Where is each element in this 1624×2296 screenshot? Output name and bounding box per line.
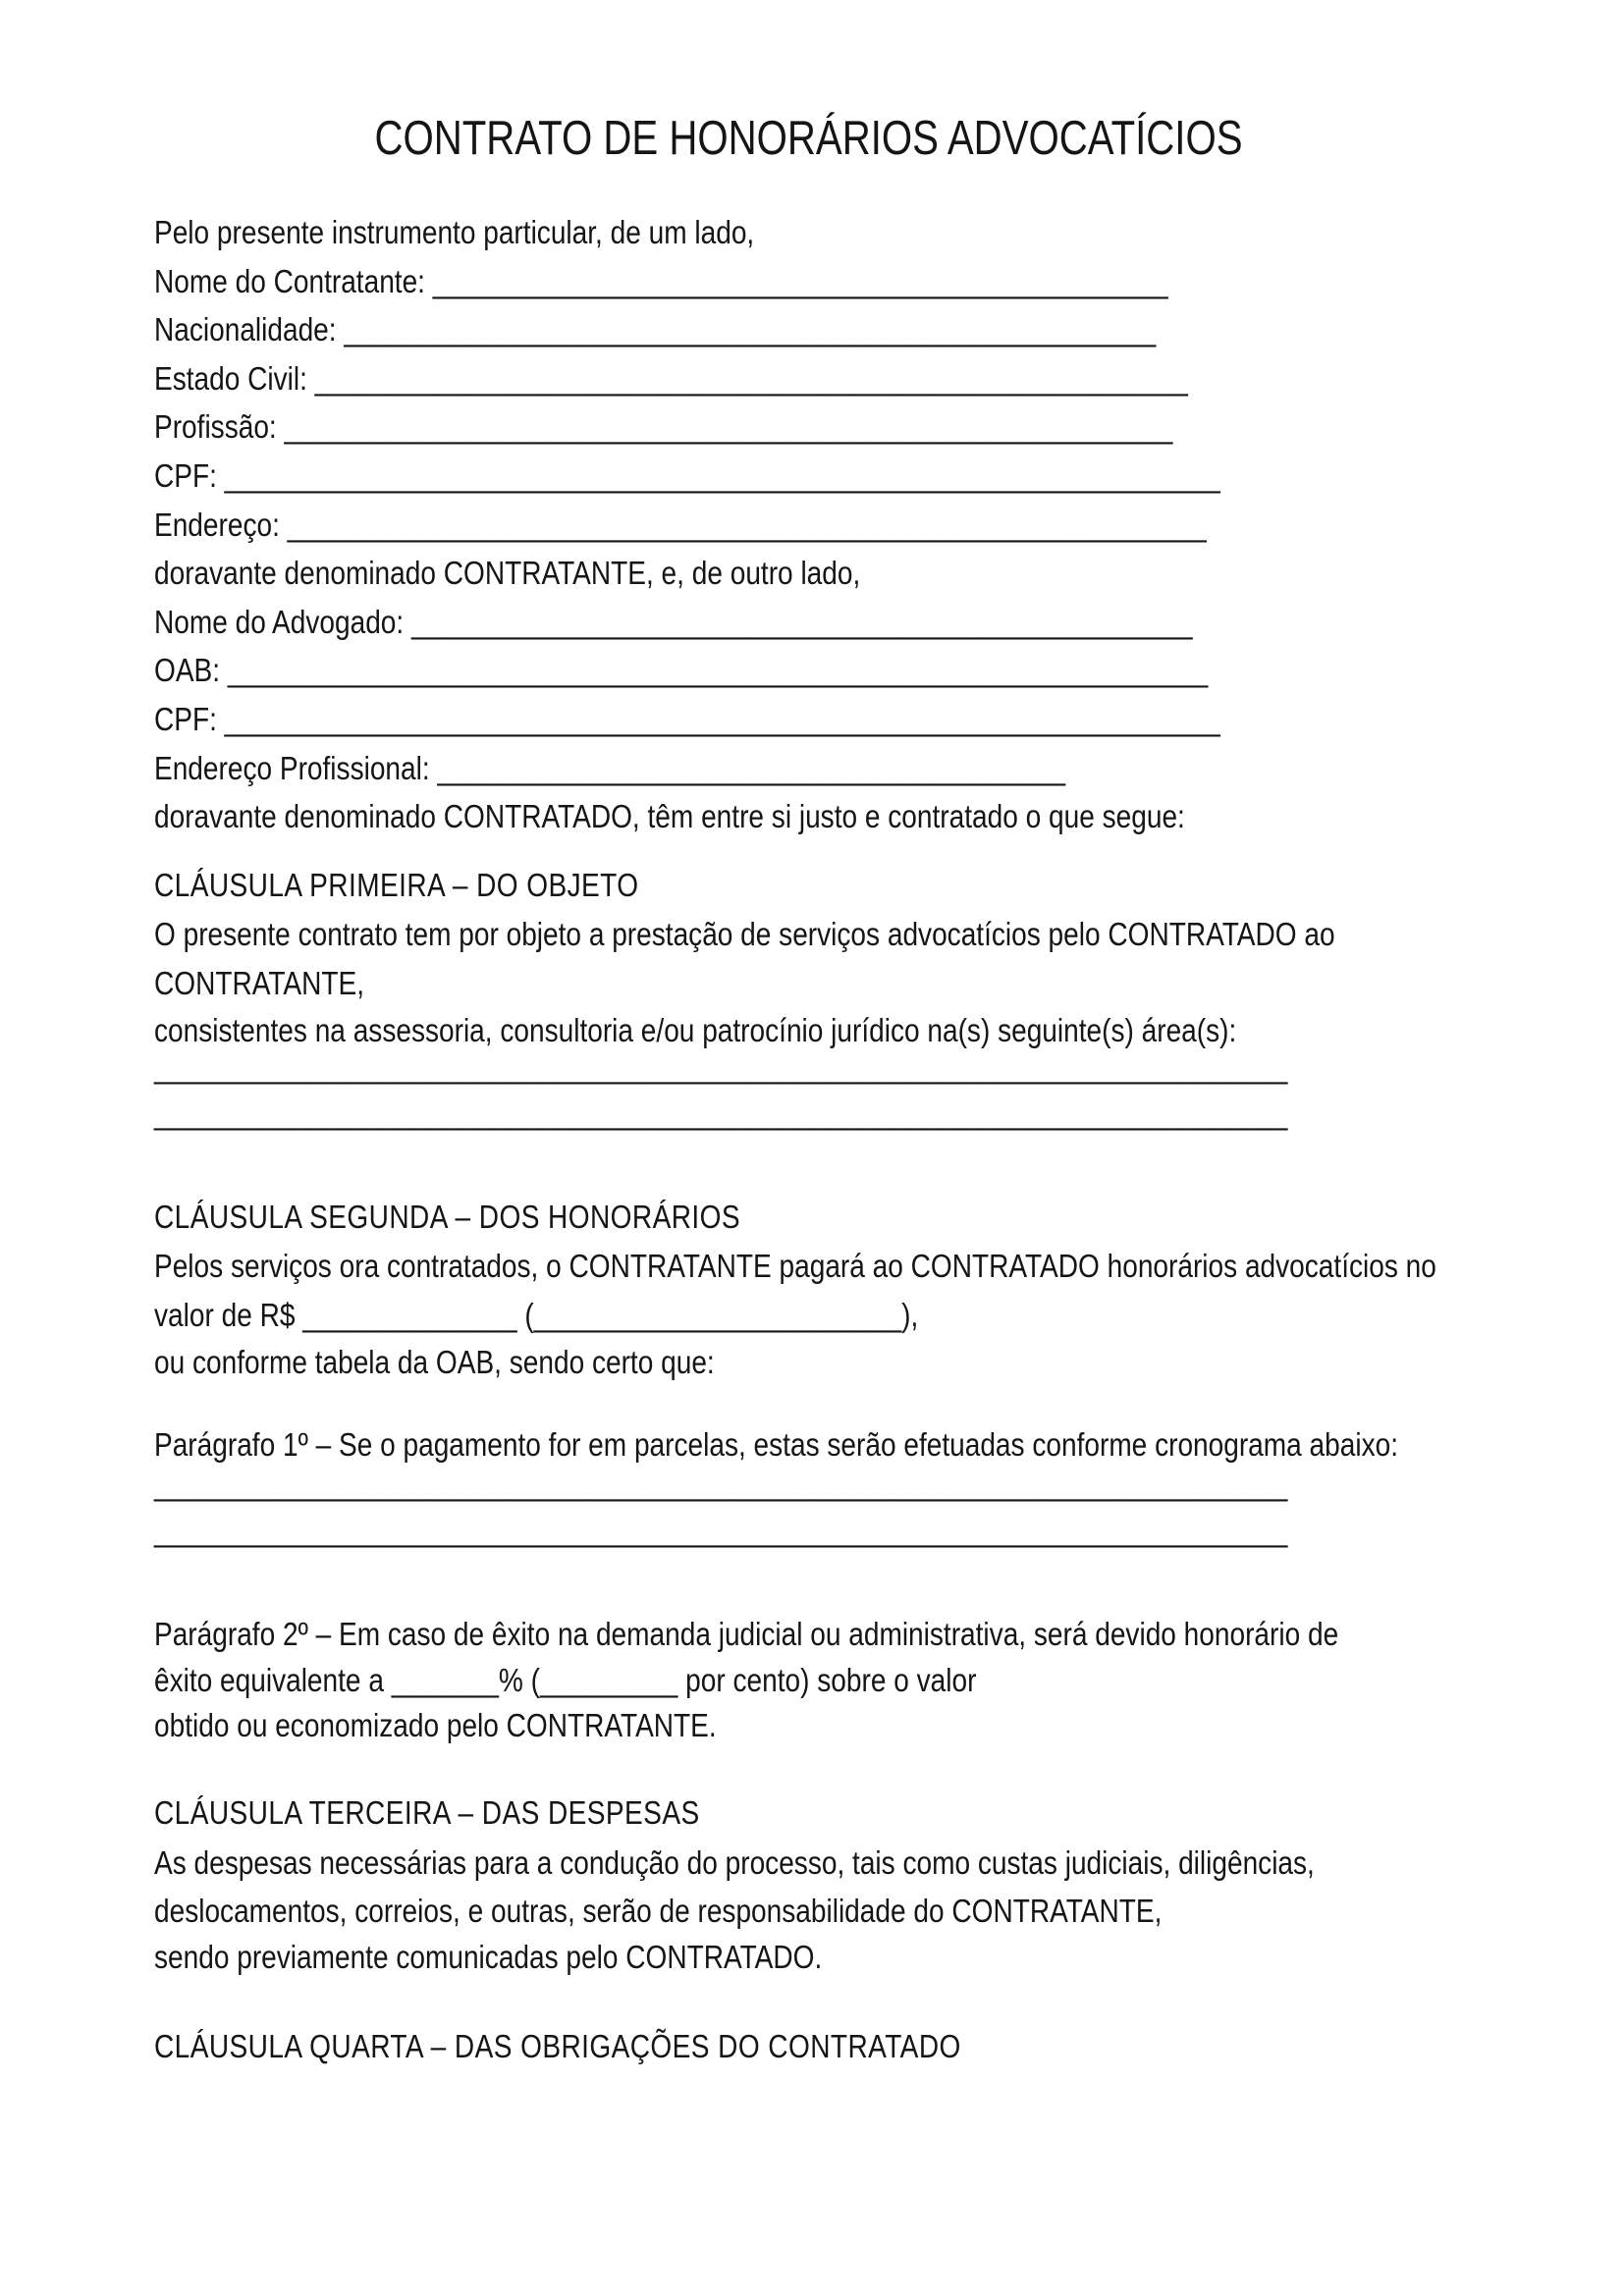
- form-field-line: êxito equivalente a _______% (_________ por cento) sobre o valor: [154, 1662, 977, 1698]
- clause-heading: CLÁUSULA TERCEIRA – DAS DESPESAS: [154, 1794, 700, 1831]
- paragraph-line: As despesas necessárias para a condução do processo, tais como custas judiciais, diligências,: [154, 1844, 1315, 1881]
- blank-fill-line: __________________________________________________________________________: [154, 1095, 1288, 1131]
- paragraph-line: O presente contrato tem por objeto a prestação de serviços advocatícios pelo CONTRATADO ao: [154, 916, 1335, 952]
- form-field-line: Estado Civil: _________________________________________________________: [154, 360, 1188, 397]
- form-field-line: Nome do Advogado: ___________________________________________________: [154, 604, 1193, 640]
- clause-heading: CLÁUSULA PRIMEIRA – DO OBJETO: [154, 867, 639, 903]
- paragraph-line: Parágrafo 1º – Se o pagamento for em parcelas, estas serão efetuadas conforme cronograma abaixo:: [154, 1426, 1398, 1463]
- form-field-line: CPF: _________________________________________________________________: [154, 457, 1220, 494]
- form-field-line: valor de R$ ______________ (________________________),: [154, 1297, 919, 1333]
- blank-fill-line: __________________________________________________________________________: [154, 1048, 1288, 1085]
- blank-fill-line: __________________________________________________________________________: [154, 1466, 1288, 1502]
- paragraph-line: Pelo presente instrumento particular, de um lado,: [154, 214, 755, 250]
- form-field-line: OAB: ________________________________________________________________: [154, 652, 1209, 688]
- form-field-line: CPF: _________________________________________________________________: [154, 701, 1220, 737]
- form-field-line: Nome do Contratante: ________________________________________________: [154, 263, 1168, 299]
- paragraph-line: CONTRATANTE,: [154, 965, 365, 1001]
- form-field-line: Nacionalidade: _____________________________________________________: [154, 311, 1157, 347]
- form-field-line: Endereço: ____________________________________________________________: [154, 507, 1207, 543]
- paragraph-line: consistentes na assessoria, consultoria e/ou patrocínio jurídico na(s) seguinte(s) área(s):: [154, 1012, 1237, 1048]
- paragraph-line: Parágrafo 2º – Em caso de êxito na demanda judicial ou administrativa, será devido honorário de: [154, 1616, 1339, 1652]
- form-field-line: Profissão: __________________________________________________________: [154, 408, 1173, 445]
- blank-fill-line: __________________________________________________________________________: [154, 1512, 1288, 1548]
- paragraph-line: doravante denominado CONTRATANTE, e, de outro lado,: [154, 555, 861, 591]
- clause-heading: CLÁUSULA SEGUNDA – DOS HONORÁRIOS: [154, 1199, 741, 1235]
- paragraph-line: sendo previamente comunicadas pelo CONTRATADO.: [154, 1939, 823, 1975]
- form-field-line: Endereço Profissional: _________________________________________: [154, 750, 1066, 786]
- paragraph-line: deslocamentos, correios, e outras, serão de responsabilidade do CONTRATANTE,: [154, 1893, 1163, 1929]
- document-title: CONTRATO DE HONORÁRIOS ADVOCATÍCIOS: [374, 112, 1243, 165]
- clause-heading: CLÁUSULA QUARTA – DAS OBRIGAÇÕES DO CONTRATADO: [154, 2028, 961, 2064]
- paragraph-line: Pelos serviços ora contratados, o CONTRATANTE pagará ao CONTRATADO honorários advocatícios no: [154, 1248, 1436, 1284]
- paragraph-line: obtido ou economizado pelo CONTRATANTE.: [154, 1707, 717, 1743]
- paragraph-line: ou conforme tabela da OAB, sendo certo que:: [154, 1344, 715, 1380]
- paragraph-line: doravante denominado CONTRATADO, têm entre si justo e contratado o que segue:: [154, 798, 1185, 834]
